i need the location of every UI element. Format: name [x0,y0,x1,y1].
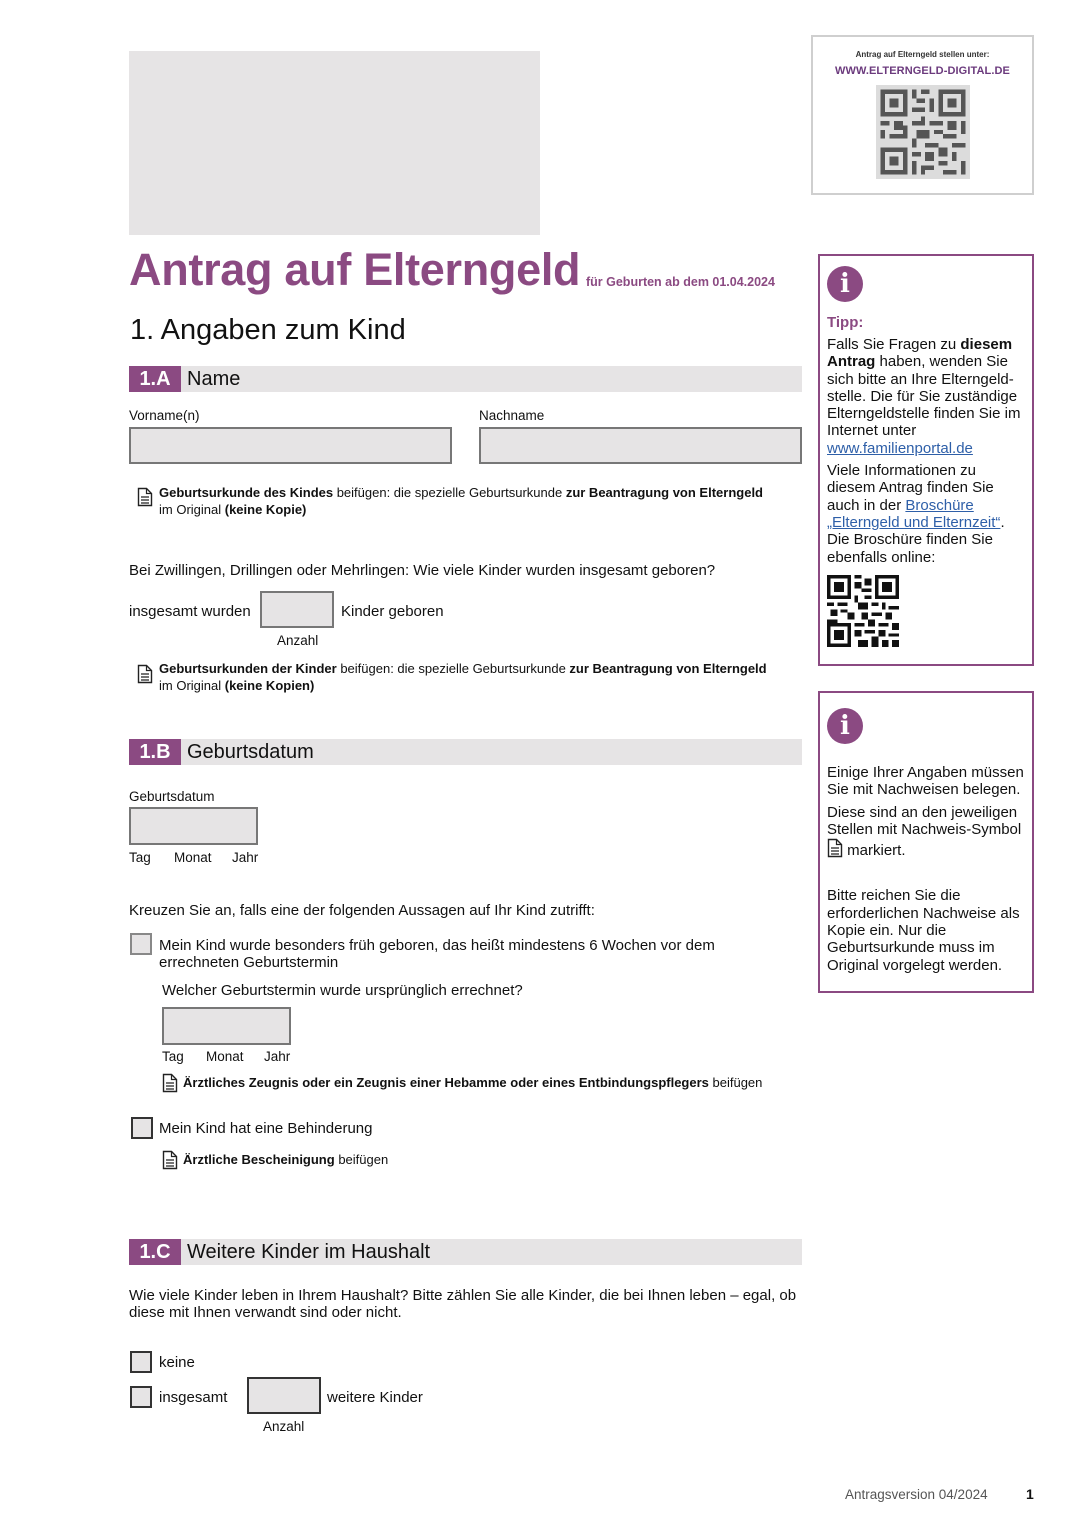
note-bold: Geburtsurkunde des Kindes [159,485,334,500]
page-title: Antrag auf Elterngeld [129,244,581,295]
proof-note-medical-certification [183,1152,388,1169]
checklist-intro: Kreuzen Sie an, falls eine der folgenden Aussagen auf Ihr Kind zutrifft: [129,902,595,919]
logo-placeholder [129,51,540,235]
note-text: beifügen: die spezielle Geburtsurkunde [333,485,566,500]
tip-paragraph-1 [827,336,1024,457]
date-part-year: Jahr [264,1049,291,1064]
tip-text: . Die Broschüre finden Sie ebenfalls online: [827,513,1005,566]
section-number: 1.A [129,366,181,392]
multiples-count-field[interactable] [260,591,334,628]
first-name-field[interactable] [129,427,452,464]
note-bold: (keine Kopie) [224,501,307,517]
note-text: beifügen: die spezielle Geburtsurkunde [336,661,570,676]
online-application-box [811,35,1034,195]
date-part-year: Jahr [232,850,259,865]
other-children-label: insgesamt [159,1389,228,1406]
section-1a-header [129,366,802,392]
multiples-caption: Anzahl [277,633,319,648]
info-icon: i [827,266,863,302]
proof-note-medical-certificate [183,1075,762,1092]
note-bold: (keine Kopien) [224,677,315,693]
section-label: Geburtsdatum [187,741,314,763]
birth-date-field[interactable] [129,807,258,845]
section-label: Name [187,368,241,390]
note-bold: Ärztliches Zeugnis oder ein Zeugnis einer Hebamme oder eines Entbindungspflegers [183,1075,709,1090]
multiples-suffix: Kinder geboren [341,603,444,620]
section-heading: 1. Angaben zum Kind [130,314,406,346]
tip-box [818,254,1034,666]
title-subtitle: für Geburten ab dem 01.04.2024 [586,275,775,289]
note-bold: zur Beantragung von Elterngeld [565,485,763,500]
note-bold: zur Beantragung von Elterngeld [569,661,767,676]
section-number: 1.B [129,739,181,765]
note-text: im Original [159,501,225,517]
section-number: 1.C [129,1239,181,1265]
elterngeld-digital-link[interactable]: WWW.ELTERNGELD-DIGITAL.DE [834,65,1010,77]
date-part-day: Tag [129,850,151,865]
note-text: beifügen [708,1075,763,1090]
no-other-children-label: keine [159,1354,195,1371]
birth-date-label: Geburtsdatum [129,789,215,804]
note-text: im Original [159,677,225,693]
last-name-label: Nachname [479,408,545,423]
tip-text: Viele Informationen zu diesem Antrag finden Sie auch in der [827,462,994,514]
familienportal-link[interactable]: www.familienportal.de [827,439,973,457]
note-bold: Ärztliche Bescheinigung [183,1152,335,1167]
proof-text: Diese sind an den jeweiligen Stellen mit Nachweis-Symbol [827,803,1022,838]
brochure-link[interactable]: Broschüre „Elterngeld und Elternzeit“ [827,496,1001,531]
disability-label: Mein Kind hat eine Behinderung [159,1120,373,1137]
qr-caption: Antrag auf Elterngeld stellen unter: [855,50,990,59]
household-question [129,1287,796,1321]
document-icon [137,487,153,512]
no-other-children-checkbox[interactable] [130,1351,152,1373]
household-question-line1: Wie viele Kinder leben in Ihrem Haushalt? Bitte zählen Sie alle Kinder, die bei Ihnen leben – egal, ob [129,1287,797,1304]
due-date-field[interactable] [162,1007,291,1045]
proof-text: markiert. [843,842,906,860]
proof-note-birth-certificates [159,661,799,694]
premature-label [159,937,715,971]
document-icon [162,1150,178,1175]
first-name-label: Vorname(n) [129,408,200,423]
tip-heading: Tipp: [827,314,864,331]
household-question-line2: diese mit Ihnen verwandt sind oder nicht. [129,1304,402,1321]
other-children-suffix: weitere Kinder [327,1389,423,1406]
proof-paragraph-1: Einige Ihrer Angaben müssen Sie mit Nachweisen belegen. [827,764,1024,799]
proof-note-birth-certificate [159,485,799,518]
due-date-question: Welcher Geburtstermin wurde ursprünglich errechnet? [162,982,523,999]
brochure-qr-code-icon [827,575,899,647]
premature-label-line2: errechneten Geburtstermin [159,954,339,971]
note-text: beifügen [334,1152,389,1167]
other-children-caption: Anzahl [263,1419,305,1434]
document-icon [162,1073,178,1098]
multiples-prefix: insgesamt wurden [129,603,251,620]
section-label: Weitere Kinder im Haushalt [187,1241,431,1263]
tip-paragraph-2 [827,462,1024,566]
date-part-month: Monat [174,850,212,865]
form-version: Antragsversion 04/2024 [845,1487,988,1502]
section-1c-header [129,1239,802,1265]
tip-bold: diesem Antrag [827,336,1013,371]
tip-text: haben, wenden Sie sich bitte an Ihre Elterngeld-stelle. Die für Sie zuständige Elterngeldstelle finden Sie im Internet unter [827,353,1021,440]
date-part-day: Tag [162,1049,184,1064]
multiples-question: Bei Zwillingen, Drillingen oder Mehrlingen: Wie viele Kinder wurden insgesamt geboren? [129,562,716,579]
proof-paragraph-3: Bitte reichen Sie die erforderlichen Nachweise als Kopie ein. Nur die Geburtsurkunde muss im Original vorgelegt werden. [827,887,1020,974]
proof-paragraph-2 [827,804,1024,863]
note-bold: Geburtsurkunden der Kinder [159,661,337,676]
last-name-field[interactable] [479,427,802,464]
date-part-month: Monat [206,1049,244,1064]
document-icon [137,664,153,689]
proof-info-box [818,691,1034,993]
section-1b-header [129,739,802,765]
other-children-count-field[interactable] [247,1377,321,1414]
qr-code-icon [876,85,970,179]
other-children-checkbox[interactable] [130,1386,152,1408]
premature-checkbox[interactable] [130,933,152,955]
document-icon [827,838,843,862]
tip-text: Falls Sie Fragen zu [827,336,961,353]
premature-label-line1: Mein Kind wurde besonders früh geboren, das heißt mindestens 6 Wochen vor dem [159,937,715,954]
info-icon: i [827,708,863,744]
disability-checkbox[interactable] [131,1117,153,1139]
page-number: 1 [1026,1486,1034,1502]
